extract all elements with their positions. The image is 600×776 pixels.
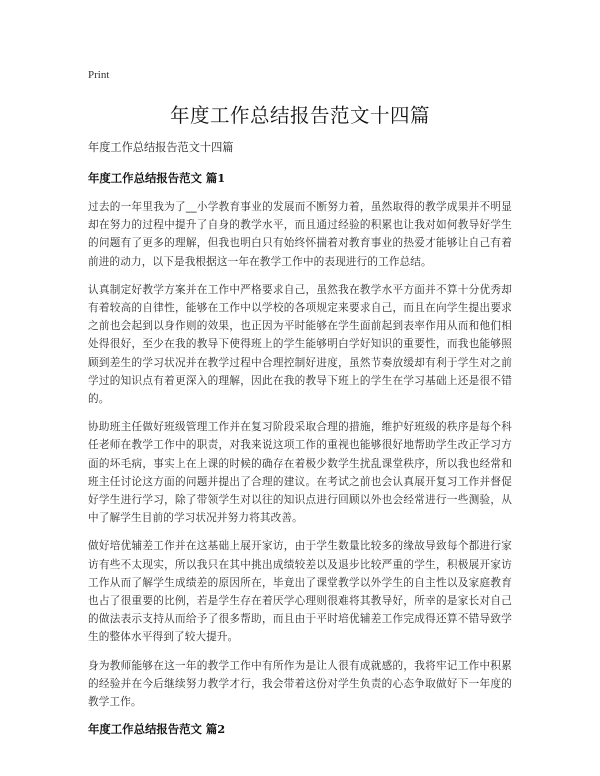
paragraph: 过去的一年里我为了__小学教育事业的发展而不断努力着，虽然取得的教学成果并不明显却在努力的过程中提升了自身的教学水平，而且通过经验的积累也让我对如何教导好学生的问题有了更多的理解，但我也明白只有始终怀揣着对教育事业的热爱才能够让自己有着前进的动力，以下是我根据这一年在教学工作中的表现进行的工作总结。	[88, 201, 512, 268]
document-subtitle: 年度工作总结报告范文十四篇	[88, 141, 234, 154]
paragraph: 身为教师能够在这一年的教学工作中有所作为是让人很有成就感的，我将牢记工作中积累的经验并在今后继续努力教学才行，我会带着这份对学生负责的心态争取做好下一年度的教学工作。	[88, 659, 512, 709]
paragraph: 认真制定好教学方案并在工作中严格要求自己，虽然我在教学水平方面并不算十分优秀却有着较高的自律性，能够在工作中以学校的各项规定来要求自己，而且在向学生提出要求之前也会起到以身作则的效果，也正因为平时能够在学生面前起到表率作用从而和他们相处得很好，至少在我的教导下使得班上的学生能够明白学好知识的重要性，而我也能够照顾到差生的学习状况并在教学过程中合理控制好进度，虽然节奏放缓却有利于学生对之前学过的知识点有着更深入的理解，因此在我的教导下班上的学生在学习基础上还是很不错的。	[88, 283, 512, 406]
print-label[interactable]: Print	[88, 69, 110, 81]
section-heading-1: 年度工作总结报告范文 篇1	[88, 171, 226, 185]
section-heading-2: 年度工作总结报告范文 篇2	[88, 722, 226, 737]
page-title: 年度工作总结报告范文十四篇	[169, 104, 430, 127]
paragraph: 做好培优辅差工作并在这基础上展开家访，由于学生数量比较多的缘故导致每个都进行家访有些不太现实，所以我只在其中挑出成绩较差以及退步比较严重的学生，积极展开家访工作从而了解学生成绩差的原因所在，毕竟出了课堂教学以外学生的自主性以及家庭教育也占了很重要的比例，若是学生存在着厌学心理则很难将其教导好，所幸的是家长对自己的做法表示支持从而给予了很多帮助，而且由于平时培优辅差工作完成得还算不错导致学生的整体水平得到了较大提升。	[88, 540, 512, 644]
paragraph: 协助班主任做好班级管理工作并在复习阶段采取合理的措施，维护好班级的秩序是每个科任老师在教学工作中的职责，对我来说这项工作的重视也能够很好地帮助学生改正学习方面的坏毛病，事实上在上课的时候的确存在着极少数学生扰乱课堂秩序，所以我也经常和班主任讨论这方面的问题并提出了合理的建议。在考试之前也会认真展开复习工作并督促好学生进行学习，除了带领学生对以往的知识点进行回顾以外也会经常进行一些测验，从中了解学生目前的学习状况并努力将其改善。	[88, 421, 512, 525]
